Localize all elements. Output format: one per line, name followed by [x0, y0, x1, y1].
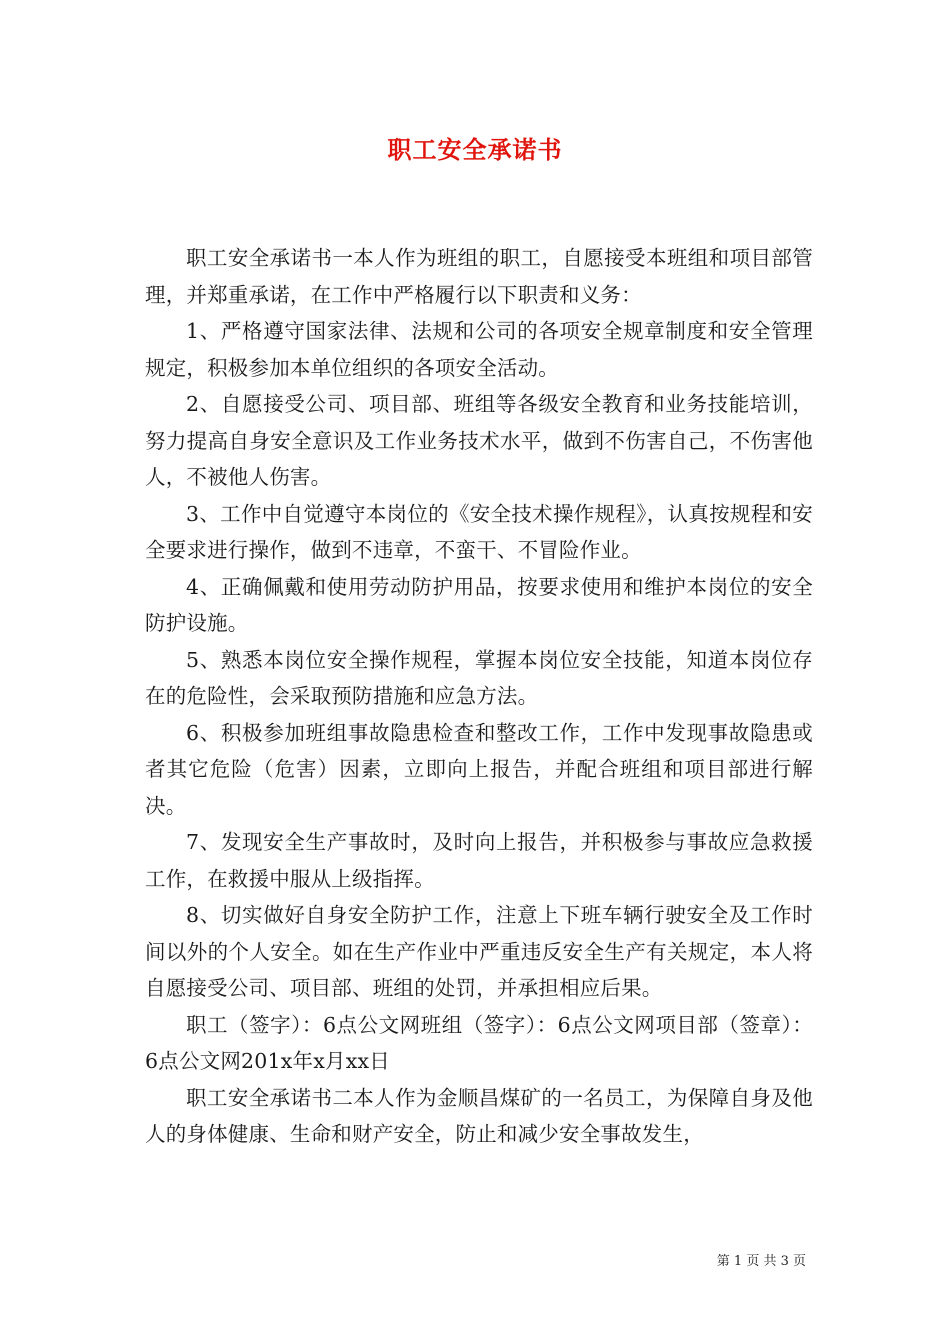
paragraph-signatures: 职工（签字）：6点公文网班组（签字）：6点公文网项目部（签章）：6点公文网201x年x月xx日 — [145, 1012, 813, 1073]
paragraph-second-letter: 职工安全承诺书二本人作为金顺昌煤矿的一名员工，为保障自身及他人的身体健康、生命和财产安全，防止和减少安全事故发生， — [145, 1085, 813, 1146]
paragraph-item-3: 3、工作中自觉遵守本岗位的《安全技术操作规程》，认真按规程和安全要求进行操作，做到不违章，不蛮干、不冒险作业。 — [145, 501, 813, 562]
paragraph-item-8: 8、切实做好自身安全防护工作，注意上下班车辆行驶安全及工作时间以外的个人安全。如在生产作业中严重违反安全生产有关规定，本人将自愿接受公司、项目部、班组的处罚，并承担相应后果。 — [145, 903, 813, 1000]
paragraph-item-2: 2、自愿接受公司、项目部、班组等各级安全教育和业务技能培训，努力提高自身安全意识及工作业务技术水平，做到不伤害自己，不伤害他人，不被他人伤害。 — [145, 392, 813, 489]
page-number: 第 1 页 共 3 页 — [716, 1254, 806, 1269]
document-body — [145, 240, 813, 1153]
paragraph-item-7: 7、发现安全生产事故时，及时向上报告，并积极参与事故应急救援工作，在救援中服从上级指挥。 — [145, 830, 813, 891]
paragraph-intro: 职工安全承诺书一本人作为班组的职工，自愿接受本班组和项目部管理，并郑重承诺，在工作中严格履行以下职责和义务： — [145, 246, 813, 307]
paragraph-item-1: 1、严格遵守国家法律、法规和公司的各项安全规章制度和安全管理规定，积极参加本单位组织的各项安全活动。 — [145, 319, 813, 380]
paragraph-item-6: 6、积极参加班组事故隐患检查和整改工作，工作中发现事故隐患或者其它危险（危害）因素，立即向上报告，并配合班组和项目部进行解决。 — [145, 720, 813, 818]
document-title: 职工安全承诺书 — [387, 135, 563, 164]
paragraph-item-4: 4、正确佩戴和使用劳动防护用品，按要求使用和维护本岗位的安全防护设施。 — [145, 574, 813, 635]
paragraph-item-5: 5、熟悉本岗位安全操作规程，掌握本岗位安全技能，知道本岗位存在的危险性，会采取预防措施和应急方法。 — [145, 647, 813, 708]
